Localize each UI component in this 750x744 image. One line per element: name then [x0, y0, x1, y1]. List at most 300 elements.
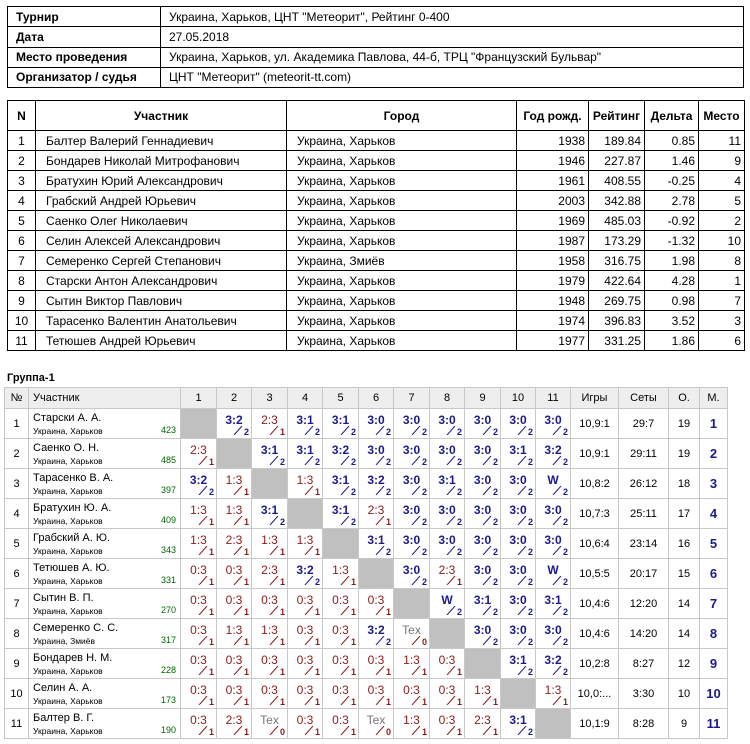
participant-n: 7 — [8, 251, 36, 271]
match-score: 0:3 — [367, 593, 385, 607]
match-result-cell — [501, 469, 536, 499]
participant-place: 8 — [699, 251, 745, 271]
table-row — [8, 331, 745, 351]
match-score: 3:0 — [509, 623, 527, 637]
match-score: 3:0 — [544, 623, 562, 637]
match-result-cell — [288, 439, 323, 469]
match-result-cell — [288, 469, 323, 499]
match-result-cell — [430, 439, 465, 469]
match-result-cell — [465, 679, 501, 709]
player-games: 10,1:9 — [571, 709, 619, 739]
match-points: 2 — [314, 427, 320, 437]
match-score: 1:3 — [225, 503, 243, 517]
player-name: Балтер В. Г. — [33, 712, 95, 724]
match-result-cell — [252, 589, 288, 619]
match-result-cell — [359, 709, 394, 739]
match-points: 2 — [456, 607, 462, 617]
match-points: 2 — [492, 457, 498, 467]
player-place: 2 — [700, 439, 728, 469]
participant-rating: 189.84 — [589, 131, 645, 151]
match-score: 0:3 — [190, 683, 207, 697]
match-points: 1 — [314, 727, 320, 737]
match-result-cell — [536, 649, 571, 679]
match-points: 2 — [527, 727, 533, 737]
match-score: 3:2 — [296, 563, 314, 577]
participant-city: Украина, Харьков — [287, 271, 517, 291]
diagonal-cell — [536, 709, 571, 739]
player-rating: 397 — [160, 485, 176, 495]
participant-n: 10 — [8, 311, 36, 331]
match-points: 2 — [562, 607, 568, 617]
player-cell — [29, 499, 181, 529]
player-rating: 228 — [160, 665, 176, 675]
player-games: 10,7:3 — [571, 499, 619, 529]
player-rating: 270 — [160, 605, 176, 615]
match-result-cell — [288, 409, 323, 439]
match-points: 2 — [421, 427, 427, 437]
match-score: 0:3 — [190, 713, 207, 727]
match-points: 1 — [385, 607, 391, 617]
match-points: 2 — [527, 517, 533, 527]
info-value: Украина, Харьков, ЦНТ "Метеорит", Рейтинг 0-400 — [161, 7, 744, 27]
match-result-cell — [501, 709, 536, 739]
column-header-opponent: 1 — [181, 388, 217, 409]
match-points: 1 — [492, 697, 498, 707]
match-result-cell — [323, 469, 359, 499]
match-result-cell — [394, 619, 430, 649]
player-city: Украина, Харьков — [33, 456, 103, 466]
match-score: 3:1 — [509, 443, 527, 457]
table-row — [8, 131, 745, 151]
table-row — [8, 251, 745, 271]
player-cell — [29, 529, 181, 559]
match-points: 2 — [527, 637, 533, 647]
match-result-cell — [394, 679, 430, 709]
info-row — [8, 27, 744, 47]
match-score: 1:3 — [261, 623, 278, 637]
player-place: 5 — [700, 529, 728, 559]
player-name: Сытин В. П. — [33, 592, 94, 604]
match-result-cell — [394, 559, 430, 589]
match-points: 1 — [208, 547, 214, 557]
player-city: Украина, Харьков — [33, 606, 103, 616]
diagonal-cell — [359, 559, 394, 589]
match-result-cell — [252, 499, 288, 529]
match-score: 0:3 — [296, 683, 314, 697]
match-points: 1 — [456, 577, 462, 587]
player-points: 9 — [669, 709, 700, 739]
participant-delta: -0.25 — [645, 171, 699, 191]
player-points: 17 — [669, 499, 700, 529]
diagonal-cell — [394, 589, 430, 619]
player-points: 12 — [669, 649, 700, 679]
match-result-cell — [465, 439, 501, 469]
participant-city: Украина, Харьков — [287, 131, 517, 151]
match-points: 1 — [350, 607, 356, 617]
player-rating: 423 — [160, 425, 176, 435]
match-points: 1 — [243, 637, 249, 647]
match-result-cell — [288, 529, 323, 559]
player-sets: 8:28 — [619, 709, 669, 739]
match-score: 3:1 — [509, 713, 527, 727]
match-result-cell — [394, 649, 430, 679]
match-points: 1 — [350, 637, 356, 647]
match-score: 3:0 — [402, 503, 421, 517]
participant-year: 2003 — [517, 191, 589, 211]
participant-n: 8 — [8, 271, 36, 291]
match-score: 0:3 — [190, 653, 207, 667]
match-score: 3:0 — [509, 413, 527, 427]
participant-rating: 316.75 — [589, 251, 645, 271]
match-points: 1 — [421, 667, 427, 677]
match-result-cell — [288, 559, 323, 589]
match-score: 3:0 — [509, 503, 527, 517]
player-city: Украина, Харьков — [33, 576, 103, 586]
player-games: 10,4:6 — [571, 589, 619, 619]
participants-table — [7, 100, 745, 351]
match-score: W — [547, 563, 559, 577]
match-score: 1:3 — [332, 563, 349, 577]
match-score: 3:0 — [402, 443, 421, 457]
match-result-cell — [181, 649, 217, 679]
match-score: 3:1 — [509, 653, 527, 667]
match-result-cell — [217, 709, 252, 739]
match-score: 3:2 — [544, 443, 562, 457]
match-result-cell — [359, 649, 394, 679]
match-points: 1 — [208, 697, 214, 707]
match-points: 2 — [492, 637, 498, 647]
participant-name: Саенко Олег Николаевич — [36, 211, 287, 231]
match-score: 3:1 — [260, 443, 279, 457]
match-score: 3:2 — [331, 443, 350, 457]
match-result-cell — [323, 589, 359, 619]
match-points: 1 — [243, 547, 249, 557]
match-result-cell — [181, 679, 217, 709]
table-row — [5, 559, 728, 589]
player-name: Бондарев Н. М. — [33, 652, 113, 664]
participant-year: 1958 — [517, 251, 589, 271]
match-result-cell — [181, 439, 217, 469]
match-points: 0 — [279, 727, 285, 737]
participant-delta: -0.92 — [645, 211, 699, 231]
match-result-cell — [359, 409, 394, 439]
match-points: 2 — [350, 457, 356, 467]
match-score: 3:1 — [473, 593, 492, 607]
match-points: 1 — [314, 697, 320, 707]
player-city: Украина, Харьков — [33, 546, 103, 556]
match-score: 0:3 — [225, 593, 243, 607]
participant-city: Украина, Харьков — [287, 231, 517, 251]
participant-n: 2 — [8, 151, 36, 171]
table-row — [8, 311, 745, 331]
match-result-cell — [323, 679, 359, 709]
player-place: 3 — [700, 469, 728, 499]
match-points: 2 — [243, 427, 249, 437]
participant-year: 1987 — [517, 231, 589, 251]
match-points: 1 — [208, 637, 214, 647]
match-points: 2 — [562, 427, 568, 437]
match-points: 2 — [562, 457, 568, 467]
player-city: Украина, Харьков — [33, 726, 103, 736]
match-result-cell — [465, 469, 501, 499]
match-score: 0:3 — [225, 563, 243, 577]
match-score: 3:1 — [296, 413, 314, 427]
player-place: 4 — [700, 499, 728, 529]
participant-n: 11 — [8, 331, 36, 351]
player-place: 6 — [700, 559, 728, 589]
match-score: 3:1 — [438, 473, 456, 487]
match-points: 1 — [350, 577, 356, 587]
participant-place: 11 — [699, 131, 745, 151]
column-header-opponent: 8 — [430, 388, 465, 409]
match-points: 0 — [421, 637, 427, 647]
match-result-cell — [359, 619, 394, 649]
participant-rating: 331.25 — [589, 331, 645, 351]
match-result-cell — [501, 649, 536, 679]
player-games: 10,9:1 — [571, 439, 619, 469]
match-result-cell — [465, 709, 501, 739]
match-points: 2 — [527, 667, 533, 677]
match-points: 2 — [562, 487, 568, 497]
participant-year: 1946 — [517, 151, 589, 171]
diagonal-cell — [501, 679, 536, 709]
column-header: Участник — [36, 101, 287, 131]
participant-place: 2 — [699, 211, 745, 231]
match-result-cell — [394, 409, 430, 439]
diagonal-cell — [430, 619, 465, 649]
player-rating: 317 — [160, 635, 176, 645]
match-score: 3:1 — [544, 593, 562, 607]
table-row — [5, 619, 728, 649]
table-row — [8, 291, 745, 311]
match-score: 1:3 — [403, 653, 420, 667]
match-score: 3:0 — [367, 443, 385, 457]
match-points: 1 — [243, 607, 249, 617]
match-score: 0:3 — [438, 683, 456, 697]
info-row — [8, 7, 744, 27]
match-score: W — [547, 473, 559, 487]
match-score: 3:1 — [331, 503, 350, 517]
match-score: 3:0 — [544, 533, 562, 547]
match-result-cell — [323, 409, 359, 439]
participant-name: Грабский Андрей Юрьевич — [36, 191, 287, 211]
participant-city: Украина, Харьков — [287, 291, 517, 311]
match-result-cell — [252, 649, 288, 679]
match-result-cell — [252, 559, 288, 589]
match-score: 0:3 — [190, 593, 207, 607]
match-points: 2 — [527, 457, 533, 467]
participant-place: 7 — [699, 291, 745, 311]
column-header: Год рожд. — [517, 101, 589, 131]
match-points: 1 — [456, 697, 462, 707]
match-result-cell — [288, 709, 323, 739]
match-score: 2:3 — [438, 563, 456, 577]
match-points: 2 — [279, 517, 285, 527]
match-score: 0:3 — [190, 623, 207, 637]
player-points: 15 — [669, 559, 700, 589]
player-place: 8 — [700, 619, 728, 649]
match-score: 0:3 — [296, 653, 314, 667]
match-score: 3:2 — [544, 653, 562, 667]
row-number: 7 — [5, 589, 29, 619]
match-points: 2 — [562, 577, 568, 587]
match-points: 1 — [350, 667, 356, 677]
match-score: 3:0 — [473, 563, 492, 577]
match-points: 2 — [527, 547, 533, 557]
match-points: 0 — [385, 727, 391, 737]
match-points: 1 — [243, 487, 249, 497]
match-score: 2:3 — [261, 413, 278, 427]
participant-city: Украина, Харьков — [287, 151, 517, 171]
match-score: 0:3 — [332, 653, 349, 667]
column-header-opponent: 10 — [501, 388, 536, 409]
match-score: 0:3 — [403, 683, 420, 697]
match-result-cell — [465, 589, 501, 619]
match-score: 0:3 — [332, 593, 349, 607]
match-score: 3:1 — [296, 443, 314, 457]
player-name: Тарасенко В. А. — [33, 472, 114, 484]
match-result-cell — [394, 469, 430, 499]
match-points: 2 — [527, 607, 533, 617]
match-result-cell — [323, 709, 359, 739]
match-result-cell — [394, 529, 430, 559]
column-header: Город — [287, 101, 517, 131]
participant-delta: 1.98 — [645, 251, 699, 271]
column-header-opponent: 7 — [394, 388, 430, 409]
participant-delta: 4.28 — [645, 271, 699, 291]
player-sets: 14:20 — [619, 619, 669, 649]
table-row — [8, 191, 745, 211]
table-row — [5, 499, 728, 529]
player-rating: 343 — [160, 545, 176, 555]
participant-n: 5 — [8, 211, 36, 231]
match-points: 2 — [385, 547, 391, 557]
player-points: 19 — [669, 409, 700, 439]
diagonal-cell — [181, 409, 217, 439]
match-score: 3:1 — [367, 533, 385, 547]
player-cell — [29, 679, 181, 709]
match-result-cell — [217, 409, 252, 439]
match-result-cell — [501, 619, 536, 649]
match-score: 0:3 — [190, 563, 207, 577]
match-points: 1 — [492, 727, 498, 737]
match-result-cell — [465, 499, 501, 529]
player-games: 10,8:2 — [571, 469, 619, 499]
player-sets: 29:7 — [619, 409, 669, 439]
participant-place: 5 — [699, 191, 745, 211]
match-result-cell — [465, 619, 501, 649]
match-score: 3:0 — [473, 473, 492, 487]
match-result-cell — [252, 409, 288, 439]
match-result-cell — [465, 409, 501, 439]
match-result-cell — [536, 469, 571, 499]
match-points: 1 — [279, 637, 285, 647]
participant-place: 10 — [699, 231, 745, 251]
participant-delta: 1.46 — [645, 151, 699, 171]
match-result-cell — [359, 469, 394, 499]
match-result-cell — [252, 439, 288, 469]
match-points: 1 — [279, 547, 285, 557]
match-result-cell — [536, 559, 571, 589]
match-result-cell — [501, 409, 536, 439]
player-name: Братухин Ю. А. — [33, 502, 112, 514]
player-sets: 8:27 — [619, 649, 669, 679]
match-points: 2 — [562, 517, 568, 527]
participant-n: 9 — [8, 291, 36, 311]
match-result-cell — [217, 679, 252, 709]
match-score: 1:3 — [190, 503, 207, 517]
match-score: 1:3 — [474, 683, 491, 697]
match-score: 2:3 — [367, 503, 385, 517]
match-result-cell — [536, 589, 571, 619]
participant-place: 1 — [699, 271, 745, 291]
participant-year: 1948 — [517, 291, 589, 311]
match-score: 3:0 — [544, 413, 562, 427]
match-points: 2 — [492, 577, 498, 587]
table-row — [8, 231, 745, 251]
match-result-cell — [181, 529, 217, 559]
player-sets: 29:11 — [619, 439, 669, 469]
player-city: Украина, Харьков — [33, 666, 103, 676]
table-row — [5, 409, 728, 439]
match-points: 1 — [279, 607, 285, 617]
column-header-opponent: 4 — [288, 388, 323, 409]
match-points: 1 — [314, 607, 320, 617]
match-result-cell — [323, 649, 359, 679]
match-points: 1 — [421, 727, 427, 737]
tournament-info-table — [7, 6, 744, 88]
match-result-cell — [323, 559, 359, 589]
player-games: 10,2:8 — [571, 649, 619, 679]
match-score: 3:0 — [473, 533, 492, 547]
match-points: 2 — [350, 427, 356, 437]
player-games: 10,6:4 — [571, 529, 619, 559]
match-points: 2 — [385, 487, 391, 497]
match-points: 1 — [385, 517, 391, 527]
participant-rating: 485.03 — [589, 211, 645, 231]
match-score: 0:3 — [225, 683, 243, 697]
match-score: 3:0 — [438, 413, 456, 427]
match-result-cell — [217, 499, 252, 529]
player-name: Семеренко С. С. — [33, 622, 119, 634]
column-header-points: О. — [669, 388, 700, 409]
info-label: Турнир — [8, 7, 161, 27]
row-number: 6 — [5, 559, 29, 589]
match-points: 2 — [456, 427, 462, 437]
participant-year: 1938 — [517, 131, 589, 151]
player-sets: 26:12 — [619, 469, 669, 499]
match-points: 1 — [243, 727, 249, 737]
match-result-cell — [288, 619, 323, 649]
match-result-cell — [181, 709, 217, 739]
match-points: 1 — [314, 487, 320, 497]
row-number: 5 — [5, 529, 29, 559]
match-score: 3:2 — [367, 623, 385, 637]
match-points: 1 — [456, 727, 462, 737]
match-result-cell — [536, 529, 571, 559]
table-row — [8, 151, 745, 171]
participant-rating: 173.29 — [589, 231, 645, 251]
match-points: 1 — [279, 577, 285, 587]
match-result-cell — [359, 499, 394, 529]
match-score: 0:3 — [438, 713, 456, 727]
match-points: 2 — [456, 547, 462, 557]
match-result-cell — [430, 499, 465, 529]
match-score: 0:3 — [296, 593, 314, 607]
participant-name: Селин Алексей Александрович — [36, 231, 287, 251]
match-score: 3:2 — [225, 413, 243, 427]
match-score: 2:3 — [261, 563, 278, 577]
